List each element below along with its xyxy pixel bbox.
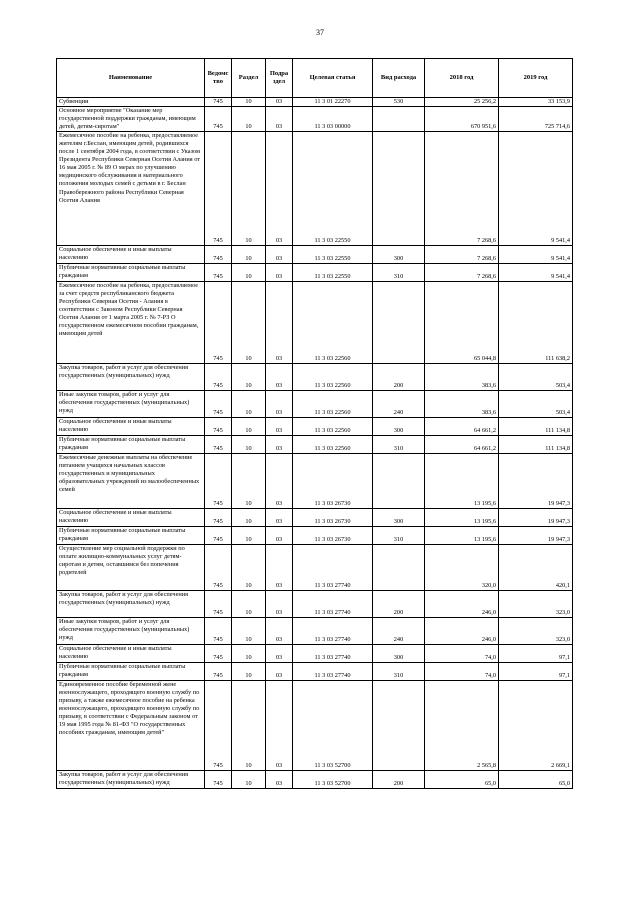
cell-subsection: 03 xyxy=(266,364,293,391)
cell-amount-2018: 246,0 xyxy=(425,591,499,618)
cell-ministry: 745 xyxy=(205,681,232,771)
cell-section: 10 xyxy=(232,591,266,618)
cell-section: 10 xyxy=(232,645,266,663)
cell-expense-type xyxy=(373,107,425,132)
cell-subsection: 03 xyxy=(266,591,293,618)
table-row xyxy=(57,264,573,282)
table-row xyxy=(57,107,573,132)
cell-expense-type: 200 xyxy=(373,591,425,618)
cell-name: Закупка товаров, работ и услуг для обеспечения государственных (муниципальных) нужд xyxy=(57,364,205,391)
cell-subsection: 03 xyxy=(266,264,293,282)
cell-amount-2019: 503,4 xyxy=(499,364,573,391)
cell-ministry: 745 xyxy=(205,264,232,282)
cell-amount-2019: 323,0 xyxy=(499,591,573,618)
cell-section: 10 xyxy=(232,107,266,132)
cell-target-article: 11 3 03 22550 xyxy=(293,132,373,246)
cell-ministry: 745 xyxy=(205,246,232,264)
cell-expense-type xyxy=(373,132,425,246)
cell-amount-2019: 19 947,3 xyxy=(499,509,573,527)
cell-amount-2018: 64 661,2 xyxy=(425,436,499,454)
cell-target-article: 11 3 03 22550 xyxy=(293,246,373,264)
cell-amount-2018: 383,6 xyxy=(425,364,499,391)
cell-target-article: 11 3 03 22560 xyxy=(293,418,373,436)
cell-target-article: 11 3 03 52700 xyxy=(293,771,373,789)
cell-section: 10 xyxy=(232,264,266,282)
cell-amount-2019: 2 669,1 xyxy=(499,681,573,771)
cell-subsection: 03 xyxy=(266,107,293,132)
cell-ministry: 745 xyxy=(205,618,232,645)
cell-name: Иные закупки товаров, работ и услуг для обеспечения государственных (муниципальных) нужд xyxy=(57,391,205,418)
cell-subsection: 03 xyxy=(266,663,293,681)
cell-amount-2018: 7 268,6 xyxy=(425,246,499,264)
cell-target-article: 11 3 03 27740 xyxy=(293,645,373,663)
table-row xyxy=(57,454,573,509)
cell-subsection: 03 xyxy=(266,771,293,789)
cell-name: Социальное обеспечение и иные выплаты населению xyxy=(57,418,205,436)
cell-target-article: 11 3 03 22560 xyxy=(293,391,373,418)
cell-expense-type: 300 xyxy=(373,509,425,527)
cell-name: Ежемесячные денежные выплаты на обеспечение питанием учащихся начальных классов государственных и муниципальных образовательных учреждений из малообеспеченных семей xyxy=(57,454,205,509)
cell-amount-2018: 7 268,6 xyxy=(425,264,499,282)
cell-subsection: 03 xyxy=(266,645,293,663)
page-number: 37 xyxy=(316,28,324,37)
cell-name: Закупка товаров, работ и услуг для обеспечения государственных (муниципальных) нужд xyxy=(57,591,205,618)
cell-subsection: 03 xyxy=(266,246,293,264)
cell-expense-type: 300 xyxy=(373,246,425,264)
cell-target-article: 11 3 03 27740 xyxy=(293,545,373,591)
cell-target-article: 11 3 03 52700 xyxy=(293,681,373,771)
col-header-year-2018: 2018 год xyxy=(425,59,499,98)
cell-name: Единовременное пособие беременной жене военнослужащего, проходящего военную службу по призыву, а также ежемесячное пособие на ребенка военнослужащего, проходящего военную службу по призыву, в соответствии с Федеральным законом от 19 мая 1995 года № 81-ФЗ "О государственных пособиях гражданам, имеющим детей" xyxy=(57,681,205,771)
cell-subsection: 03 xyxy=(266,418,293,436)
col-header-year-2019: 2019 год xyxy=(499,59,573,98)
cell-subsection: 03 xyxy=(266,681,293,771)
cell-name: Осуществление мер социальной поддержки по оплате жилищно-коммунальных услуг детям-сиротам и детям, оставшимся без попечения родителей xyxy=(57,545,205,591)
cell-name: Ежемесячное пособие на ребенка, предоставляемое жителям г.Беслан, имеющим детей, родившихся после 1 сентября 2004 года, в соответствии с Указом Президента Республики Северная Осетия Алания от 16 мая 2005 г. № 89 О мерах по улучшению медицинского обслуживания и материального положения молодых семей с детьми в г. Беслан Правобережного района Республики Северная Осетия Алания xyxy=(57,132,205,246)
table-row xyxy=(57,391,573,418)
cell-amount-2018: 320,0 xyxy=(425,545,499,591)
cell-expense-type: 200 xyxy=(373,364,425,391)
col-header-ministry: Ведомс тво xyxy=(205,59,232,98)
cell-target-article: 11 3 03 26730 xyxy=(293,527,373,545)
table-row xyxy=(57,527,573,545)
cell-subsection: 03 xyxy=(266,545,293,591)
cell-ministry: 745 xyxy=(205,663,232,681)
cell-subsection: 03 xyxy=(266,618,293,645)
cell-section: 10 xyxy=(232,681,266,771)
cell-ministry: 745 xyxy=(205,645,232,663)
cell-target-article: 11 3 01 22270 xyxy=(293,98,373,107)
col-header-name: Наименование xyxy=(57,59,205,98)
cell-amount-2019: 111 134,8 xyxy=(499,418,573,436)
table-row xyxy=(57,418,573,436)
table-body xyxy=(57,98,573,789)
cell-amount-2018: 64 661,2 xyxy=(425,418,499,436)
cell-amount-2018: 65,0 xyxy=(425,771,499,789)
cell-name: Публичные нормативные социальные выплаты гражданам xyxy=(57,436,205,454)
table-row xyxy=(57,591,573,618)
cell-expense-type: 530 xyxy=(373,98,425,107)
cell-name: Субвенции xyxy=(57,98,205,107)
cell-amount-2019: 9 541,4 xyxy=(499,264,573,282)
col-header-expense-type: Вид расхода xyxy=(373,59,425,98)
cell-amount-2018: 383,6 xyxy=(425,391,499,418)
cell-target-article: 11 3 03 27740 xyxy=(293,618,373,645)
cell-expense-type xyxy=(373,545,425,591)
cell-amount-2019: 725 714,6 xyxy=(499,107,573,132)
cell-section: 10 xyxy=(232,418,266,436)
cell-amount-2018: 13 195,6 xyxy=(425,454,499,509)
cell-section: 10 xyxy=(232,282,266,364)
cell-expense-type: 200 xyxy=(373,771,425,789)
cell-subsection: 03 xyxy=(266,509,293,527)
cell-name: Социальное обеспечение и иные выплаты населению xyxy=(57,509,205,527)
cell-expense-type: 310 xyxy=(373,264,425,282)
table-row xyxy=(57,545,573,591)
cell-ministry: 745 xyxy=(205,132,232,246)
cell-amount-2019: 65,0 xyxy=(499,771,573,789)
cell-target-article: 11 3 03 27740 xyxy=(293,591,373,618)
cell-ministry: 745 xyxy=(205,545,232,591)
cell-amount-2018: 74,0 xyxy=(425,663,499,681)
table-row xyxy=(57,509,573,527)
cell-ministry: 745 xyxy=(205,591,232,618)
cell-section: 10 xyxy=(232,454,266,509)
cell-section: 10 xyxy=(232,545,266,591)
col-header-target-article: Целевая статья xyxy=(293,59,373,98)
cell-name: Иные закупки товаров, работ и услуг для обеспечения государственных (муниципальных) нужд xyxy=(57,618,205,645)
cell-expense-type xyxy=(373,282,425,364)
cell-section: 10 xyxy=(232,246,266,264)
table-row xyxy=(57,282,573,364)
cell-expense-type: 310 xyxy=(373,436,425,454)
cell-target-article: 11 3 03 26730 xyxy=(293,454,373,509)
cell-ministry: 745 xyxy=(205,771,232,789)
cell-ministry: 745 xyxy=(205,98,232,107)
cell-expense-type: 240 xyxy=(373,618,425,645)
cell-amount-2018: 246,0 xyxy=(425,618,499,645)
cell-amount-2019: 97,1 xyxy=(499,645,573,663)
cell-ministry: 745 xyxy=(205,391,232,418)
table-row xyxy=(57,436,573,454)
cell-amount-2018: 25 256,2 xyxy=(425,98,499,107)
cell-amount-2019: 111 638,2 xyxy=(499,282,573,364)
cell-name: Публичные нормативные социальные выплаты гражданам xyxy=(57,264,205,282)
cell-amount-2018: 2 565,8 xyxy=(425,681,499,771)
cell-ministry: 745 xyxy=(205,436,232,454)
cell-amount-2019: 9 541,4 xyxy=(499,246,573,264)
cell-target-article: 11 3 03 22560 xyxy=(293,364,373,391)
table-row xyxy=(57,132,573,246)
cell-ministry: 745 xyxy=(205,107,232,132)
cell-target-article: 11 3 03 22560 xyxy=(293,436,373,454)
cell-ministry: 745 xyxy=(205,527,232,545)
table-row xyxy=(57,663,573,681)
cell-target-article: 11 3 03 27740 xyxy=(293,663,373,681)
cell-amount-2019: 19 947,3 xyxy=(499,527,573,545)
cell-amount-2019: 503,4 xyxy=(499,391,573,418)
cell-target-article: 11 3 03 00000 xyxy=(293,107,373,132)
cell-name: Публичные нормативные социальные выплаты гражданам xyxy=(57,527,205,545)
cell-amount-2019: 19 947,3 xyxy=(499,454,573,509)
cell-section: 10 xyxy=(232,132,266,246)
cell-amount-2018: 13 195,6 xyxy=(425,509,499,527)
cell-subsection: 03 xyxy=(266,436,293,454)
table-row xyxy=(57,645,573,663)
cell-name: Закупка товаров, работ и услуг для обеспечения государственных (муниципальных) нужд xyxy=(57,771,205,789)
cell-subsection: 03 xyxy=(266,527,293,545)
cell-ministry: 745 xyxy=(205,418,232,436)
cell-name: Основное мероприятие "Оказание мер государственной поддержки гражданам, имеющим детей, детям-сиротам" xyxy=(57,107,205,132)
cell-ministry: 745 xyxy=(205,454,232,509)
cell-amount-2018: 13 195,6 xyxy=(425,527,499,545)
cell-amount-2018: 7 268,6 xyxy=(425,132,499,246)
cell-expense-type: 300 xyxy=(373,418,425,436)
cell-section: 10 xyxy=(232,364,266,391)
cell-expense-type xyxy=(373,681,425,771)
cell-ministry: 745 xyxy=(205,509,232,527)
cell-expense-type xyxy=(373,454,425,509)
cell-amount-2018: 65 044,8 xyxy=(425,282,499,364)
cell-target-article: 11 3 03 26730 xyxy=(293,509,373,527)
cell-subsection: 03 xyxy=(266,132,293,246)
cell-target-article: 11 3 03 22560 xyxy=(293,282,373,364)
cell-amount-2018: 74,0 xyxy=(425,645,499,663)
cell-subsection: 03 xyxy=(266,391,293,418)
table-row xyxy=(57,618,573,645)
cell-amount-2019: 33 153,9 xyxy=(499,98,573,107)
cell-amount-2019: 9 541,4 xyxy=(499,132,573,246)
cell-section: 10 xyxy=(232,509,266,527)
cell-amount-2019: 420,1 xyxy=(499,545,573,591)
cell-section: 10 xyxy=(232,771,266,789)
cell-name: Публичные нормативные социальные выплаты гражданам xyxy=(57,663,205,681)
cell-amount-2019: 323,0 xyxy=(499,618,573,645)
table-row xyxy=(57,771,573,789)
cell-subsection: 03 xyxy=(266,454,293,509)
table-row xyxy=(57,98,573,107)
cell-amount-2018: 670 951,6 xyxy=(425,107,499,132)
cell-expense-type: 240 xyxy=(373,391,425,418)
cell-section: 10 xyxy=(232,527,266,545)
cell-section: 10 xyxy=(232,436,266,454)
cell-expense-type: 310 xyxy=(373,663,425,681)
cell-subsection: 03 xyxy=(266,282,293,364)
table-row xyxy=(57,364,573,391)
cell-section: 10 xyxy=(232,98,266,107)
cell-section: 10 xyxy=(232,391,266,418)
cell-amount-2019: 97,1 xyxy=(499,663,573,681)
cell-target-article: 11 3 03 22550 xyxy=(293,264,373,282)
budget-table xyxy=(56,58,573,789)
table-row xyxy=(57,246,573,264)
cell-expense-type: 310 xyxy=(373,527,425,545)
table-header-row xyxy=(57,59,573,98)
cell-expense-type: 300 xyxy=(373,645,425,663)
cell-amount-2019: 111 134,8 xyxy=(499,436,573,454)
col-header-subsection: Подра здел xyxy=(266,59,293,98)
col-header-section: Раздел xyxy=(232,59,266,98)
cell-section: 10 xyxy=(232,663,266,681)
cell-name: Ежемесячное пособие на ребенка, предоставляемое за счет средств республиканского бюджета Республики Северная Осетия - Алания в соответствии с Законом Республики Северная Осетия Алания от 1 марта 2005 г. № 7-РЗ О государственном ежемесячном пособии гражданам, имеющим детей xyxy=(57,282,205,364)
table-row xyxy=(57,681,573,771)
cell-section: 10 xyxy=(232,618,266,645)
cell-name: Социальное обеспечение и иные выплаты населению xyxy=(57,246,205,264)
cell-ministry: 745 xyxy=(205,282,232,364)
cell-name: Социальное обеспечение и иные выплаты населению xyxy=(57,645,205,663)
cell-subsection: 03 xyxy=(266,98,293,107)
cell-ministry: 745 xyxy=(205,364,232,391)
